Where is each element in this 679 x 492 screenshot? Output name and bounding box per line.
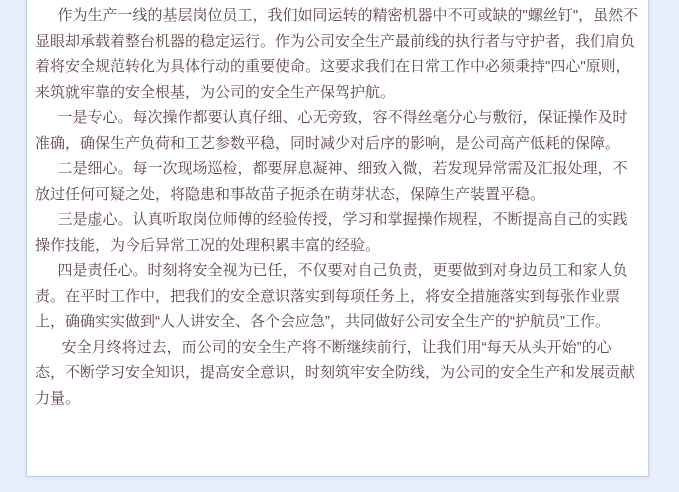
article-paragraph: 三是虚心。认真听取岗位师傅的经验传授，学习和掌握操作规程，不断提高自己的实践操作技能，为今后异常工况的处理积累丰富的经验。 [35,211,628,254]
article-paragraph: 二是细心。每一次现场巡检，都要屏息凝神、细致入微，若发现异常需及汇报处理，不放过任何可疑之处，将隐患和事故苗子扼杀在萌芽状态，保障生产装置平稳。 [35,160,628,203]
article-paragraph: 一是专心。每次操作都要认真仔细、心无旁致，容不得丝毫分心与敷衍，保证操作及时准确，确保生产负荷和工艺参数平稳，同时减少对后序的影响，是公司高产低耗的保障。 [35,109,628,152]
article-card [26,0,649,477]
article-paragraph: 作为生产一线的基层岗位员工，我们如同运转的精密机器中不可或缺的"螺丝钉"，虽然不显眼却承载着整台机器的稳定运行。作为公司安全生产最前线的执行者与守护者，我们肩负着将安全规范转化为具体行动的重要使命。这要求我们在日常工作中必须秉持"四心"原则，来筑就牢靠的安全根基，为公司的安全生产保驾护航。 [35,7,639,101]
article-paragraph: 安全月终将过去，而公司的安全生产将不断继续前行，让我们用“每天从头开始”的心态，不断学习安全知识，提高安全意识，时刻筑牢安全防线，为公司的安全生产和发展贡献力量。 [35,338,636,407]
article-paragraph: 四是责任心。时刻将安全视为已任，不仅要对自己负责，更要做到对身边员工和家人负责。在平时工作中，把我们的安全意识落实到每项任务上，将安全措施落实到每张作业票上，确确实实做到“人人讲安全、各个会应急”，共同做好公司安全生产的“护航员”工作。 [35,262,628,330]
